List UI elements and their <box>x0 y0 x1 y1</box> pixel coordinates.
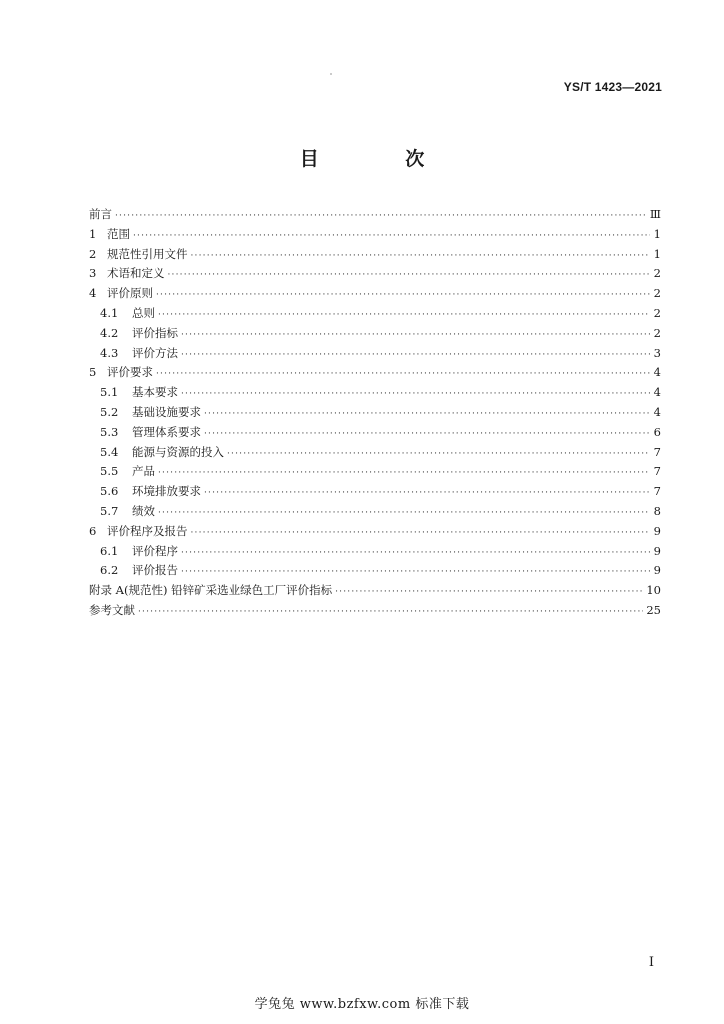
toc-entry-label: 评价指标 <box>132 325 178 340</box>
toc-entry-label: 评价方法 <box>132 345 178 360</box>
toc-entry-label: 前言 <box>89 207 112 221</box>
toc-entry[interactable] <box>89 462 661 482</box>
toc-entry[interactable] <box>89 205 661 225</box>
toc-entry-number: 5.7 <box>100 503 119 518</box>
toc-entry-label: 评价报告 <box>132 563 178 578</box>
dot-leader <box>168 266 651 286</box>
toc-entry-page: 2 <box>653 325 661 340</box>
toc-entry-number: 5.1 <box>100 385 119 400</box>
toc-entry-number: 5 <box>89 365 97 380</box>
dot-leader <box>181 346 650 366</box>
toc-entry-number: 1 <box>89 226 97 241</box>
toc-entry-label: 绩效 <box>132 503 155 518</box>
toc-entry-label: 范围 <box>107 226 130 241</box>
toc-entry-page: 4 <box>653 385 661 400</box>
toc-entry[interactable] <box>89 581 661 601</box>
toc-entry[interactable] <box>89 383 661 403</box>
dot-leader <box>204 425 650 445</box>
toc-entry[interactable] <box>89 443 661 463</box>
dot-leader <box>227 445 650 465</box>
toc-entry-label: 评价要求 <box>107 365 153 380</box>
dot-leader <box>191 524 651 544</box>
toc-entry-number: 5.3 <box>100 424 119 439</box>
toc-entry-page: 4 <box>653 404 661 419</box>
page-title: 目 次 <box>299 148 465 170</box>
toc-entry-page: 2 <box>653 266 661 281</box>
standard-number: YS/T 1423—2021 <box>563 80 662 94</box>
toc-entry-page: 2 <box>653 286 661 301</box>
table-of-contents <box>89 205 661 621</box>
toc-entry-page: 1 <box>653 246 661 261</box>
toc-entry-page: 7 <box>653 444 661 459</box>
toc-entry-page: 9 <box>653 543 661 558</box>
toc-entry[interactable] <box>89 403 661 423</box>
toc-entry-number: 5.2 <box>100 404 119 419</box>
toc-entry-page: 6 <box>653 424 661 439</box>
toc-entry[interactable] <box>89 482 661 502</box>
dot-leader <box>115 207 647 227</box>
toc-entry-page: 1 <box>653 226 661 241</box>
toc-entry-label: 规范性引用文件 <box>107 246 188 261</box>
dot-leader <box>181 326 650 346</box>
toc-entry-page: 10 <box>646 583 661 598</box>
dot-leader <box>156 365 650 385</box>
watermark-footer: 学兔兔 www.bzfxw.com 标准下载 <box>254 997 470 1012</box>
dot-leader <box>335 583 643 603</box>
dot-leader <box>181 544 650 564</box>
toc-entry-number: 5.6 <box>100 484 119 499</box>
toc-entry-label: 基本要求 <box>132 385 178 400</box>
toc-entry-page: 8 <box>653 503 661 518</box>
toc-entry[interactable] <box>89 502 661 522</box>
toc-entry[interactable] <box>89 344 661 364</box>
dot-leader <box>158 306 650 326</box>
toc-entry-label: 基础设施要求 <box>132 404 201 419</box>
toc-entry[interactable] <box>89 542 661 562</box>
toc-entry-number: 6 <box>89 523 97 538</box>
dot-leader <box>158 504 650 524</box>
toc-entry-page: 25 <box>646 602 661 617</box>
toc-entry-label: 管理体系要求 <box>132 424 201 439</box>
toc-entry[interactable] <box>89 264 661 284</box>
toc-entry-page: 9 <box>653 563 661 578</box>
toc-entry[interactable] <box>89 225 661 245</box>
toc-entry-label: 附录 A(规范性) 铅锌矿采选业绿色工厂评价指标 <box>89 583 333 598</box>
toc-entry-label: 能源与资源的投入 <box>132 444 224 459</box>
toc-entry[interactable] <box>89 304 661 324</box>
toc-entry-page: Ⅲ <box>649 207 661 221</box>
toc-entry-number: 2 <box>89 246 97 261</box>
dot-leader <box>204 405 650 425</box>
toc-entry-number: 6.2 <box>100 563 119 578</box>
toc-entry-label: 参考文献 <box>89 602 135 617</box>
toc-entry-number: 4.1 <box>100 305 119 320</box>
toc-entry-number: 3 <box>89 266 97 281</box>
toc-entry-label: 评价程序 <box>132 543 178 558</box>
toc-entry-number: 4.3 <box>100 345 119 360</box>
toc-entry[interactable] <box>89 423 661 443</box>
toc-entry-label: 环境排放要求 <box>132 484 201 499</box>
toc-entry-page: 9 <box>653 523 661 538</box>
dot-leader <box>204 484 650 504</box>
dot-leader <box>133 227 650 247</box>
toc-entry[interactable] <box>89 284 661 304</box>
toc-entry[interactable] <box>89 363 661 383</box>
toc-entry-page: 3 <box>653 345 661 360</box>
dot-leader <box>191 247 651 267</box>
toc-entry-number: 6.1 <box>100 543 119 558</box>
toc-entry-number: 5.5 <box>100 464 119 479</box>
scan-speck <box>330 73 332 75</box>
toc-entry-page: 2 <box>653 305 661 320</box>
dot-leader <box>156 286 650 306</box>
dot-leader <box>181 385 650 405</box>
dot-leader <box>158 464 650 484</box>
toc-entry-page: 7 <box>653 484 661 499</box>
toc-entry[interactable] <box>89 561 661 581</box>
toc-entry[interactable] <box>89 601 661 621</box>
page-number: I <box>648 955 654 970</box>
toc-entry[interactable] <box>89 522 661 542</box>
toc-entry-number: 4.2 <box>100 325 119 340</box>
toc-entry-page: 7 <box>653 464 661 479</box>
toc-entry-label: 评价原则 <box>107 286 153 301</box>
dot-leader <box>138 603 643 623</box>
toc-entry-number: 4 <box>89 286 97 301</box>
toc-entry-number: 5.4 <box>100 444 119 459</box>
toc-entry-label: 评价程序及报告 <box>107 523 188 538</box>
toc-entry-page: 4 <box>653 365 661 380</box>
toc-entry-label: 术语和定义 <box>107 266 165 281</box>
toc-entry-label: 产品 <box>132 464 155 479</box>
toc-entry[interactable] <box>89 324 661 344</box>
toc-entry[interactable] <box>89 245 661 265</box>
toc-entry-label: 总则 <box>132 305 155 320</box>
